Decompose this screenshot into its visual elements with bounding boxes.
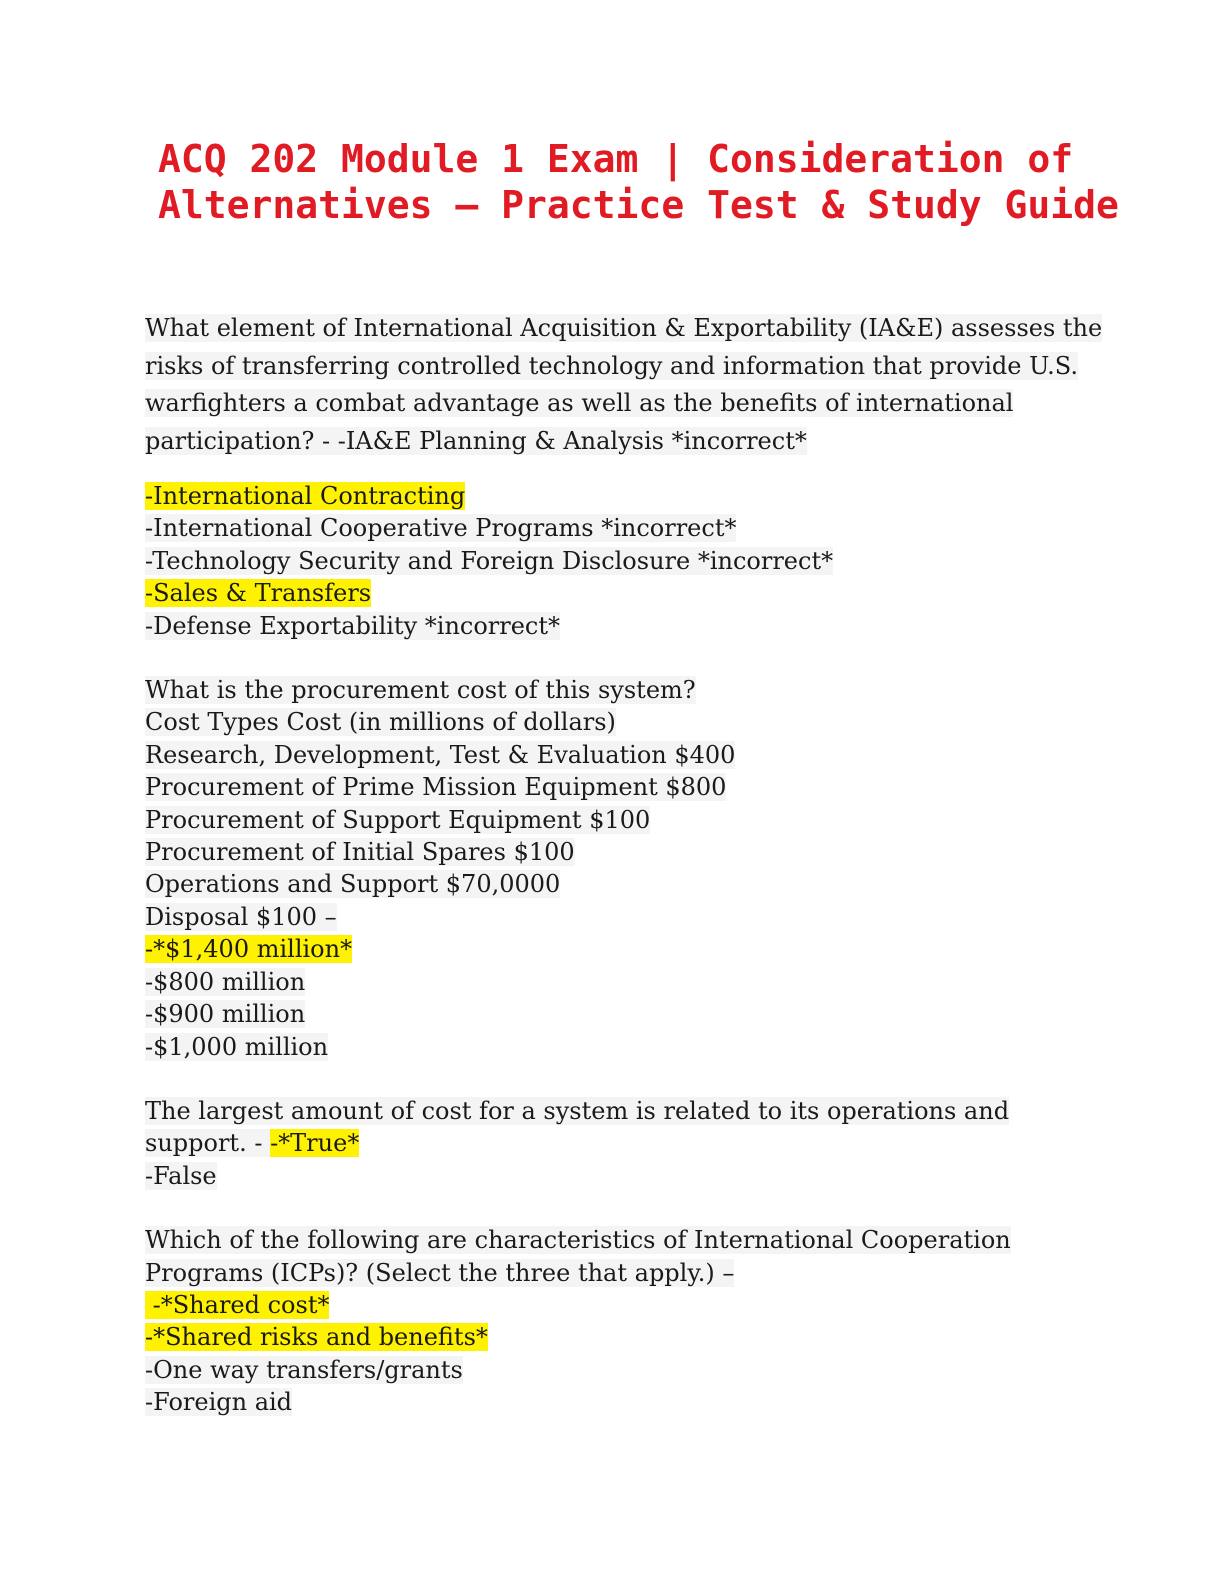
question-1 xyxy=(145,310,1105,460)
question-text-line: What element of International Acquisition & Exportability (IA&E) assesses the xyxy=(145,314,1103,342)
answer-option-correct: -Sales & Transfers xyxy=(145,579,372,608)
question-text-line: Programs (ICPs)? (Select the three that apply.) – xyxy=(145,1258,735,1287)
answer-option: -Foreign aid xyxy=(145,1388,293,1417)
question-text-line: The largest amount of cost for a system is related to its operations and xyxy=(145,1096,1010,1125)
cost-table-header: Cost Types Cost (in millions of dollars) xyxy=(145,708,616,737)
answer-option: -Defense Exportability *incorrect* xyxy=(145,611,561,640)
document-body xyxy=(145,310,1105,1419)
question-text-line: warfighters a combat advantage as well as the benefits of international xyxy=(145,389,1014,417)
answer-option: -$900 million xyxy=(145,1000,306,1029)
answer-option-correct: -*True* xyxy=(270,1129,360,1158)
answer-option-correct: -International Contracting xyxy=(145,482,466,510)
answer-option: -$800 million xyxy=(145,967,306,996)
answer-option: -International Cooperative Programs *incorrect* xyxy=(145,514,737,543)
answer-option-correct: -*Shared risks and benefits* xyxy=(145,1323,488,1352)
question-text-line: risks of transferring controlled technology and information that provide U.S. xyxy=(145,351,1078,380)
answer-option: -One way transfers/grants xyxy=(145,1355,463,1384)
cost-row: Operations and Support $70,0000 xyxy=(145,870,561,899)
cost-row: Research, Development, Test & Evaluation $400 xyxy=(145,740,736,769)
question-3 xyxy=(145,1095,1105,1192)
question-2 xyxy=(145,674,1105,1063)
cost-row: Procurement of Prime Mission Equipment $800 xyxy=(145,773,727,802)
cost-row: Procurement of Support Equipment $100 xyxy=(145,805,651,834)
question-text-line: participation? - -IA&E Planning & Analysis *incorrect* xyxy=(145,426,807,455)
answer-option-correct: -*$1,400 million* xyxy=(145,935,353,964)
question-4 xyxy=(145,1224,1105,1418)
answer-option: -$1,000 million xyxy=(145,1032,329,1061)
cost-row: Procurement of Initial Spares $100 xyxy=(145,838,575,867)
page-title xyxy=(158,136,1158,228)
title-line-2: Alternatives – Practice Test & Study Guide xyxy=(158,183,1119,227)
answer-option-correct: -*Shared cost* xyxy=(145,1290,330,1319)
answer-option: -False xyxy=(145,1161,217,1190)
question-1-options xyxy=(145,480,1105,642)
title-line-1: ACQ 202 Module 1 Exam | Consideration of xyxy=(158,137,1074,181)
question-text-line: What is the procurement cost of this system? xyxy=(145,676,696,705)
question-text-line: support. - -*True* xyxy=(145,1129,360,1158)
question-text-line: Which of the following are characteristics of International Cooperation xyxy=(145,1226,1011,1255)
answer-option: -Technology Security and Foreign Disclosure *incorrect* xyxy=(145,546,834,575)
cost-row: Disposal $100 – xyxy=(145,902,337,931)
